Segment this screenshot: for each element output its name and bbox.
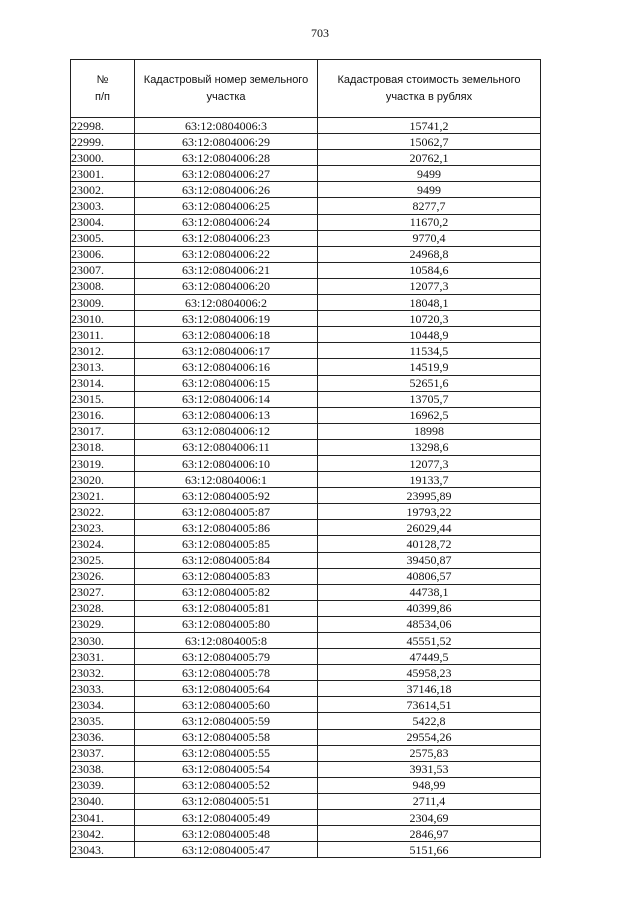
table-header bbox=[71, 60, 541, 118]
row-number-cell: 23017. bbox=[71, 423, 135, 439]
cadastral-number-cell: 63:12:0804005:84 bbox=[135, 552, 318, 568]
cadastral-value-cell: 9499 bbox=[318, 182, 541, 198]
table-row bbox=[71, 552, 541, 568]
header-cadastral-number bbox=[135, 60, 318, 118]
cadastral-number-cell: 63:12:0804005:51 bbox=[135, 793, 318, 809]
cadastral-number-cell: 63:12:0804005:81 bbox=[135, 600, 318, 616]
cadastral-number-cell: 63:12:0804006:12 bbox=[135, 423, 318, 439]
table-row bbox=[71, 633, 541, 649]
cadastral-number-cell: 63:12:0804005:85 bbox=[135, 536, 318, 552]
cadastral-number-cell: 63:12:0804006:11 bbox=[135, 439, 318, 455]
cadastral-number-cell: 63:12:0804005:86 bbox=[135, 520, 318, 536]
table-row bbox=[71, 488, 541, 504]
cadastral-value-cell: 19793,22 bbox=[318, 504, 541, 520]
cadastral-value-cell: 2575,83 bbox=[318, 745, 541, 761]
cadastral-value-cell: 2304,69 bbox=[318, 810, 541, 826]
cadastral-number-cell: 63:12:0804005:78 bbox=[135, 665, 318, 681]
table-row bbox=[71, 584, 541, 600]
table-row bbox=[71, 842, 541, 858]
page-number: 703 bbox=[311, 26, 329, 40]
cadastral-value-cell: 11670,2 bbox=[318, 214, 541, 230]
row-number-cell: 23006. bbox=[71, 246, 135, 262]
cadastral-value-cell: 5422,8 bbox=[318, 713, 541, 729]
cadastral-value-cell: 15062,7 bbox=[318, 134, 541, 150]
cadastral-number-cell: 63:12:0804006:22 bbox=[135, 246, 318, 262]
table-row bbox=[71, 600, 541, 616]
row-number-cell: 23037. bbox=[71, 745, 135, 761]
cadastral-number-cell: 63:12:0804006:26 bbox=[135, 182, 318, 198]
header-row bbox=[71, 60, 541, 118]
row-number-cell: 23038. bbox=[71, 761, 135, 777]
row-number-cell: 23041. bbox=[71, 810, 135, 826]
cadastral-value-cell: 45958,23 bbox=[318, 665, 541, 681]
cadastral-number-cell: 63:12:0804006:23 bbox=[135, 230, 318, 246]
cadastral-value-cell: 39450,87 bbox=[318, 552, 541, 568]
table-row bbox=[71, 407, 541, 423]
table-row bbox=[71, 649, 541, 665]
row-number-cell: 23028. bbox=[71, 600, 135, 616]
row-number-cell: 23025. bbox=[71, 552, 135, 568]
cadastral-number-cell: 63:12:0804005:87 bbox=[135, 504, 318, 520]
cadastral-number-cell: 63:12:0804005:92 bbox=[135, 488, 318, 504]
cadastral-number-cell: 63:12:0804006:28 bbox=[135, 150, 318, 166]
cadastral-value-cell: 13298,6 bbox=[318, 439, 541, 455]
table-row bbox=[71, 810, 541, 826]
row-number-cell: 23012. bbox=[71, 343, 135, 359]
table-row bbox=[71, 134, 541, 150]
table-row bbox=[71, 745, 541, 761]
cadastral-value-cell: 5151,66 bbox=[318, 842, 541, 858]
row-number-cell: 22999. bbox=[71, 134, 135, 150]
row-number-cell: 23030. bbox=[71, 633, 135, 649]
row-number-cell: 23009. bbox=[71, 295, 135, 311]
cadastral-value-cell: 73614,51 bbox=[318, 697, 541, 713]
row-number-cell: 23036. bbox=[71, 729, 135, 745]
cadastral-value-cell: 40128,72 bbox=[318, 536, 541, 552]
row-number-cell: 23042. bbox=[71, 826, 135, 842]
cadastral-number-cell: 63:12:0804005:54 bbox=[135, 761, 318, 777]
cadastral-value-cell: 37146,18 bbox=[318, 681, 541, 697]
cadastral-value-cell: 10584,6 bbox=[318, 262, 541, 278]
row-number-cell: 23000. bbox=[71, 150, 135, 166]
row-number-cell: 23020. bbox=[71, 472, 135, 488]
cadastral-value-cell: 9499 bbox=[318, 166, 541, 182]
cadastral-number-cell: 63:12:0804006:29 bbox=[135, 134, 318, 150]
cadastral-number-cell: 63:12:0804006:27 bbox=[135, 166, 318, 182]
row-number-cell: 23043. bbox=[71, 842, 135, 858]
row-number-cell: 23014. bbox=[71, 375, 135, 391]
row-number-cell: 23008. bbox=[71, 278, 135, 294]
row-number-cell: 23011. bbox=[71, 327, 135, 343]
cadastral-number-cell: 63:12:0804006:13 bbox=[135, 407, 318, 423]
cadastral-value-cell: 3931,53 bbox=[318, 761, 541, 777]
table-row bbox=[71, 439, 541, 455]
table-row bbox=[71, 826, 541, 842]
table-row bbox=[71, 327, 541, 343]
cadastral-number-cell: 63:12:0804006:16 bbox=[135, 359, 318, 375]
row-number-cell: 23029. bbox=[71, 616, 135, 632]
table-row bbox=[71, 182, 541, 198]
row-number-cell: 23022. bbox=[71, 504, 135, 520]
cadastral-value-cell: 48534,06 bbox=[318, 616, 541, 632]
header-cadastral-value bbox=[318, 60, 541, 118]
table-body bbox=[71, 118, 541, 858]
table-row bbox=[71, 713, 541, 729]
cadastral-value-cell: 16962,5 bbox=[318, 407, 541, 423]
table-row bbox=[71, 391, 541, 407]
cadastral-value-cell: 15741,2 bbox=[318, 118, 541, 134]
cadastral-value-cell: 19133,7 bbox=[318, 472, 541, 488]
cadastral-number-cell: 63:12:0804005:64 bbox=[135, 681, 318, 697]
table-row bbox=[71, 777, 541, 793]
cadastral-value-table bbox=[70, 59, 541, 858]
cadastral-value-cell: 10448,9 bbox=[318, 327, 541, 343]
cadastral-number-cell: 63:12:0804005:48 bbox=[135, 826, 318, 842]
row-number-cell: 23032. bbox=[71, 665, 135, 681]
table-row bbox=[71, 504, 541, 520]
cadastral-value-cell: 18048,1 bbox=[318, 295, 541, 311]
row-number-cell: 23039. bbox=[71, 777, 135, 793]
table-row bbox=[71, 472, 541, 488]
row-number-cell: 23019. bbox=[71, 455, 135, 471]
row-number-cell: 23015. bbox=[71, 391, 135, 407]
cadastral-number-cell: 63:12:0804005:82 bbox=[135, 584, 318, 600]
cadastral-number-cell: 63:12:0804006:19 bbox=[135, 311, 318, 327]
row-number-cell: 23013. bbox=[71, 359, 135, 375]
cadastral-number-cell: 63:12:0804006:20 bbox=[135, 278, 318, 294]
cadastral-value-cell: 52651,6 bbox=[318, 375, 541, 391]
table-row bbox=[71, 311, 541, 327]
cadastral-value-cell: 8277,7 bbox=[318, 198, 541, 214]
table-row bbox=[71, 343, 541, 359]
cadastral-number-cell: 63:12:0804005:80 bbox=[135, 616, 318, 632]
table-row bbox=[71, 568, 541, 584]
row-number-cell: 23016. bbox=[71, 407, 135, 423]
header-row-number-text: № п/п bbox=[95, 73, 110, 103]
row-number-cell: 23024. bbox=[71, 536, 135, 552]
cadastral-number-cell: 63:12:0804005:55 bbox=[135, 745, 318, 761]
table-row bbox=[71, 295, 541, 311]
cadastral-value-cell: 20762,1 bbox=[318, 150, 541, 166]
cadastral-value-cell: 10720,3 bbox=[318, 311, 541, 327]
row-number-cell: 23033. bbox=[71, 681, 135, 697]
cadastral-value-cell: 9770,4 bbox=[318, 230, 541, 246]
table-row bbox=[71, 359, 541, 375]
cadastral-value-cell: 12077,3 bbox=[318, 278, 541, 294]
cadastral-number-cell: 63:12:0804005:8 bbox=[135, 633, 318, 649]
table-row bbox=[71, 793, 541, 809]
cadastral-value-cell: 44738,1 bbox=[318, 584, 541, 600]
cadastral-number-cell: 63:12:0804006:3 bbox=[135, 118, 318, 134]
cadastral-value-cell: 11534,5 bbox=[318, 343, 541, 359]
row-number-cell: 23005. bbox=[71, 230, 135, 246]
cadastral-value-cell: 2711,4 bbox=[318, 793, 541, 809]
row-number-cell: 23018. bbox=[71, 439, 135, 455]
cadastral-number-cell: 63:12:0804006:10 bbox=[135, 455, 318, 471]
table-row bbox=[71, 166, 541, 182]
cadastral-number-cell: 63:12:0804005:52 bbox=[135, 777, 318, 793]
cadastral-value-cell: 47449,5 bbox=[318, 649, 541, 665]
cadastral-number-cell: 63:12:0804006:1 bbox=[135, 472, 318, 488]
row-number-cell: 23027. bbox=[71, 584, 135, 600]
cadastral-number-cell: 63:12:0804006:25 bbox=[135, 198, 318, 214]
cadastral-number-cell: 63:12:0804006:15 bbox=[135, 375, 318, 391]
row-number-cell: 22998. bbox=[71, 118, 135, 134]
row-number-cell: 23031. bbox=[71, 649, 135, 665]
table-row bbox=[71, 729, 541, 745]
cadastral-number-cell: 63:12:0804005:83 bbox=[135, 568, 318, 584]
table-row bbox=[71, 697, 541, 713]
row-number-cell: 23034. bbox=[71, 697, 135, 713]
cadastral-number-cell: 63:12:0804006:2 bbox=[135, 295, 318, 311]
cadastral-number-cell: 63:12:0804005:58 bbox=[135, 729, 318, 745]
cadastral-number-cell: 63:12:0804005:59 bbox=[135, 713, 318, 729]
table-row bbox=[71, 616, 541, 632]
cadastral-number-cell: 63:12:0804006:17 bbox=[135, 343, 318, 359]
cadastral-value-cell: 40399,86 bbox=[318, 600, 541, 616]
row-number-cell: 23040. bbox=[71, 793, 135, 809]
row-number-cell: 23021. bbox=[71, 488, 135, 504]
table-row bbox=[71, 278, 541, 294]
table-row bbox=[71, 520, 541, 536]
row-number-cell: 23010. bbox=[71, 311, 135, 327]
row-number-cell: 23035. bbox=[71, 713, 135, 729]
header-cadastral-number-text: Кадастровый номер земельного участка bbox=[143, 73, 309, 103]
table-row bbox=[71, 246, 541, 262]
cadastral-value-cell: 26029,44 bbox=[318, 520, 541, 536]
cadastral-number-cell: 63:12:0804006:24 bbox=[135, 214, 318, 230]
row-number-cell: 23007. bbox=[71, 262, 135, 278]
row-number-cell: 23023. bbox=[71, 520, 135, 536]
cadastral-value-cell: 23995,89 bbox=[318, 488, 541, 504]
cadastral-number-cell: 63:12:0804005:47 bbox=[135, 842, 318, 858]
cadastral-value-cell: 13705,7 bbox=[318, 391, 541, 407]
cadastral-value-cell: 45551,52 bbox=[318, 633, 541, 649]
cadastral-number-cell: 63:12:0804006:18 bbox=[135, 327, 318, 343]
cadastral-value-cell: 24968,8 bbox=[318, 246, 541, 262]
cadastral-number-cell: 63:12:0804005:49 bbox=[135, 810, 318, 826]
table-row bbox=[71, 761, 541, 777]
cadastral-value-cell: 18998 bbox=[318, 423, 541, 439]
table-row bbox=[71, 681, 541, 697]
table-row bbox=[71, 262, 541, 278]
table-row bbox=[71, 118, 541, 134]
row-number-cell: 23002. bbox=[71, 182, 135, 198]
row-number-cell: 23004. bbox=[71, 214, 135, 230]
header-row-number bbox=[71, 60, 135, 118]
cadastral-number-cell: 63:12:0804006:21 bbox=[135, 262, 318, 278]
table-row bbox=[71, 375, 541, 391]
cadastral-value-cell: 40806,57 bbox=[318, 568, 541, 584]
cadastral-number-cell: 63:12:0804006:14 bbox=[135, 391, 318, 407]
table-row bbox=[71, 230, 541, 246]
table-row bbox=[71, 536, 541, 552]
cadastral-number-cell: 63:12:0804005:79 bbox=[135, 649, 318, 665]
table-row bbox=[71, 198, 541, 214]
table-row bbox=[71, 423, 541, 439]
cadastral-value-cell: 12077,3 bbox=[318, 455, 541, 471]
cadastral-value-cell: 29554,26 bbox=[318, 729, 541, 745]
table-row bbox=[71, 665, 541, 681]
header-cadastral-value-text: Кадастровая стоимость земельного участка в рублях bbox=[337, 73, 521, 103]
cadastral-value-cell: 2846,97 bbox=[318, 826, 541, 842]
row-number-cell: 23003. bbox=[71, 198, 135, 214]
cadastral-value-cell: 948,99 bbox=[318, 777, 541, 793]
table-row bbox=[71, 150, 541, 166]
cadastral-number-cell: 63:12:0804005:60 bbox=[135, 697, 318, 713]
table-row bbox=[71, 455, 541, 471]
row-number-cell: 23001. bbox=[71, 166, 135, 182]
row-number-cell: 23026. bbox=[71, 568, 135, 584]
table-row bbox=[71, 214, 541, 230]
cadastral-value-cell: 14519,9 bbox=[318, 359, 541, 375]
